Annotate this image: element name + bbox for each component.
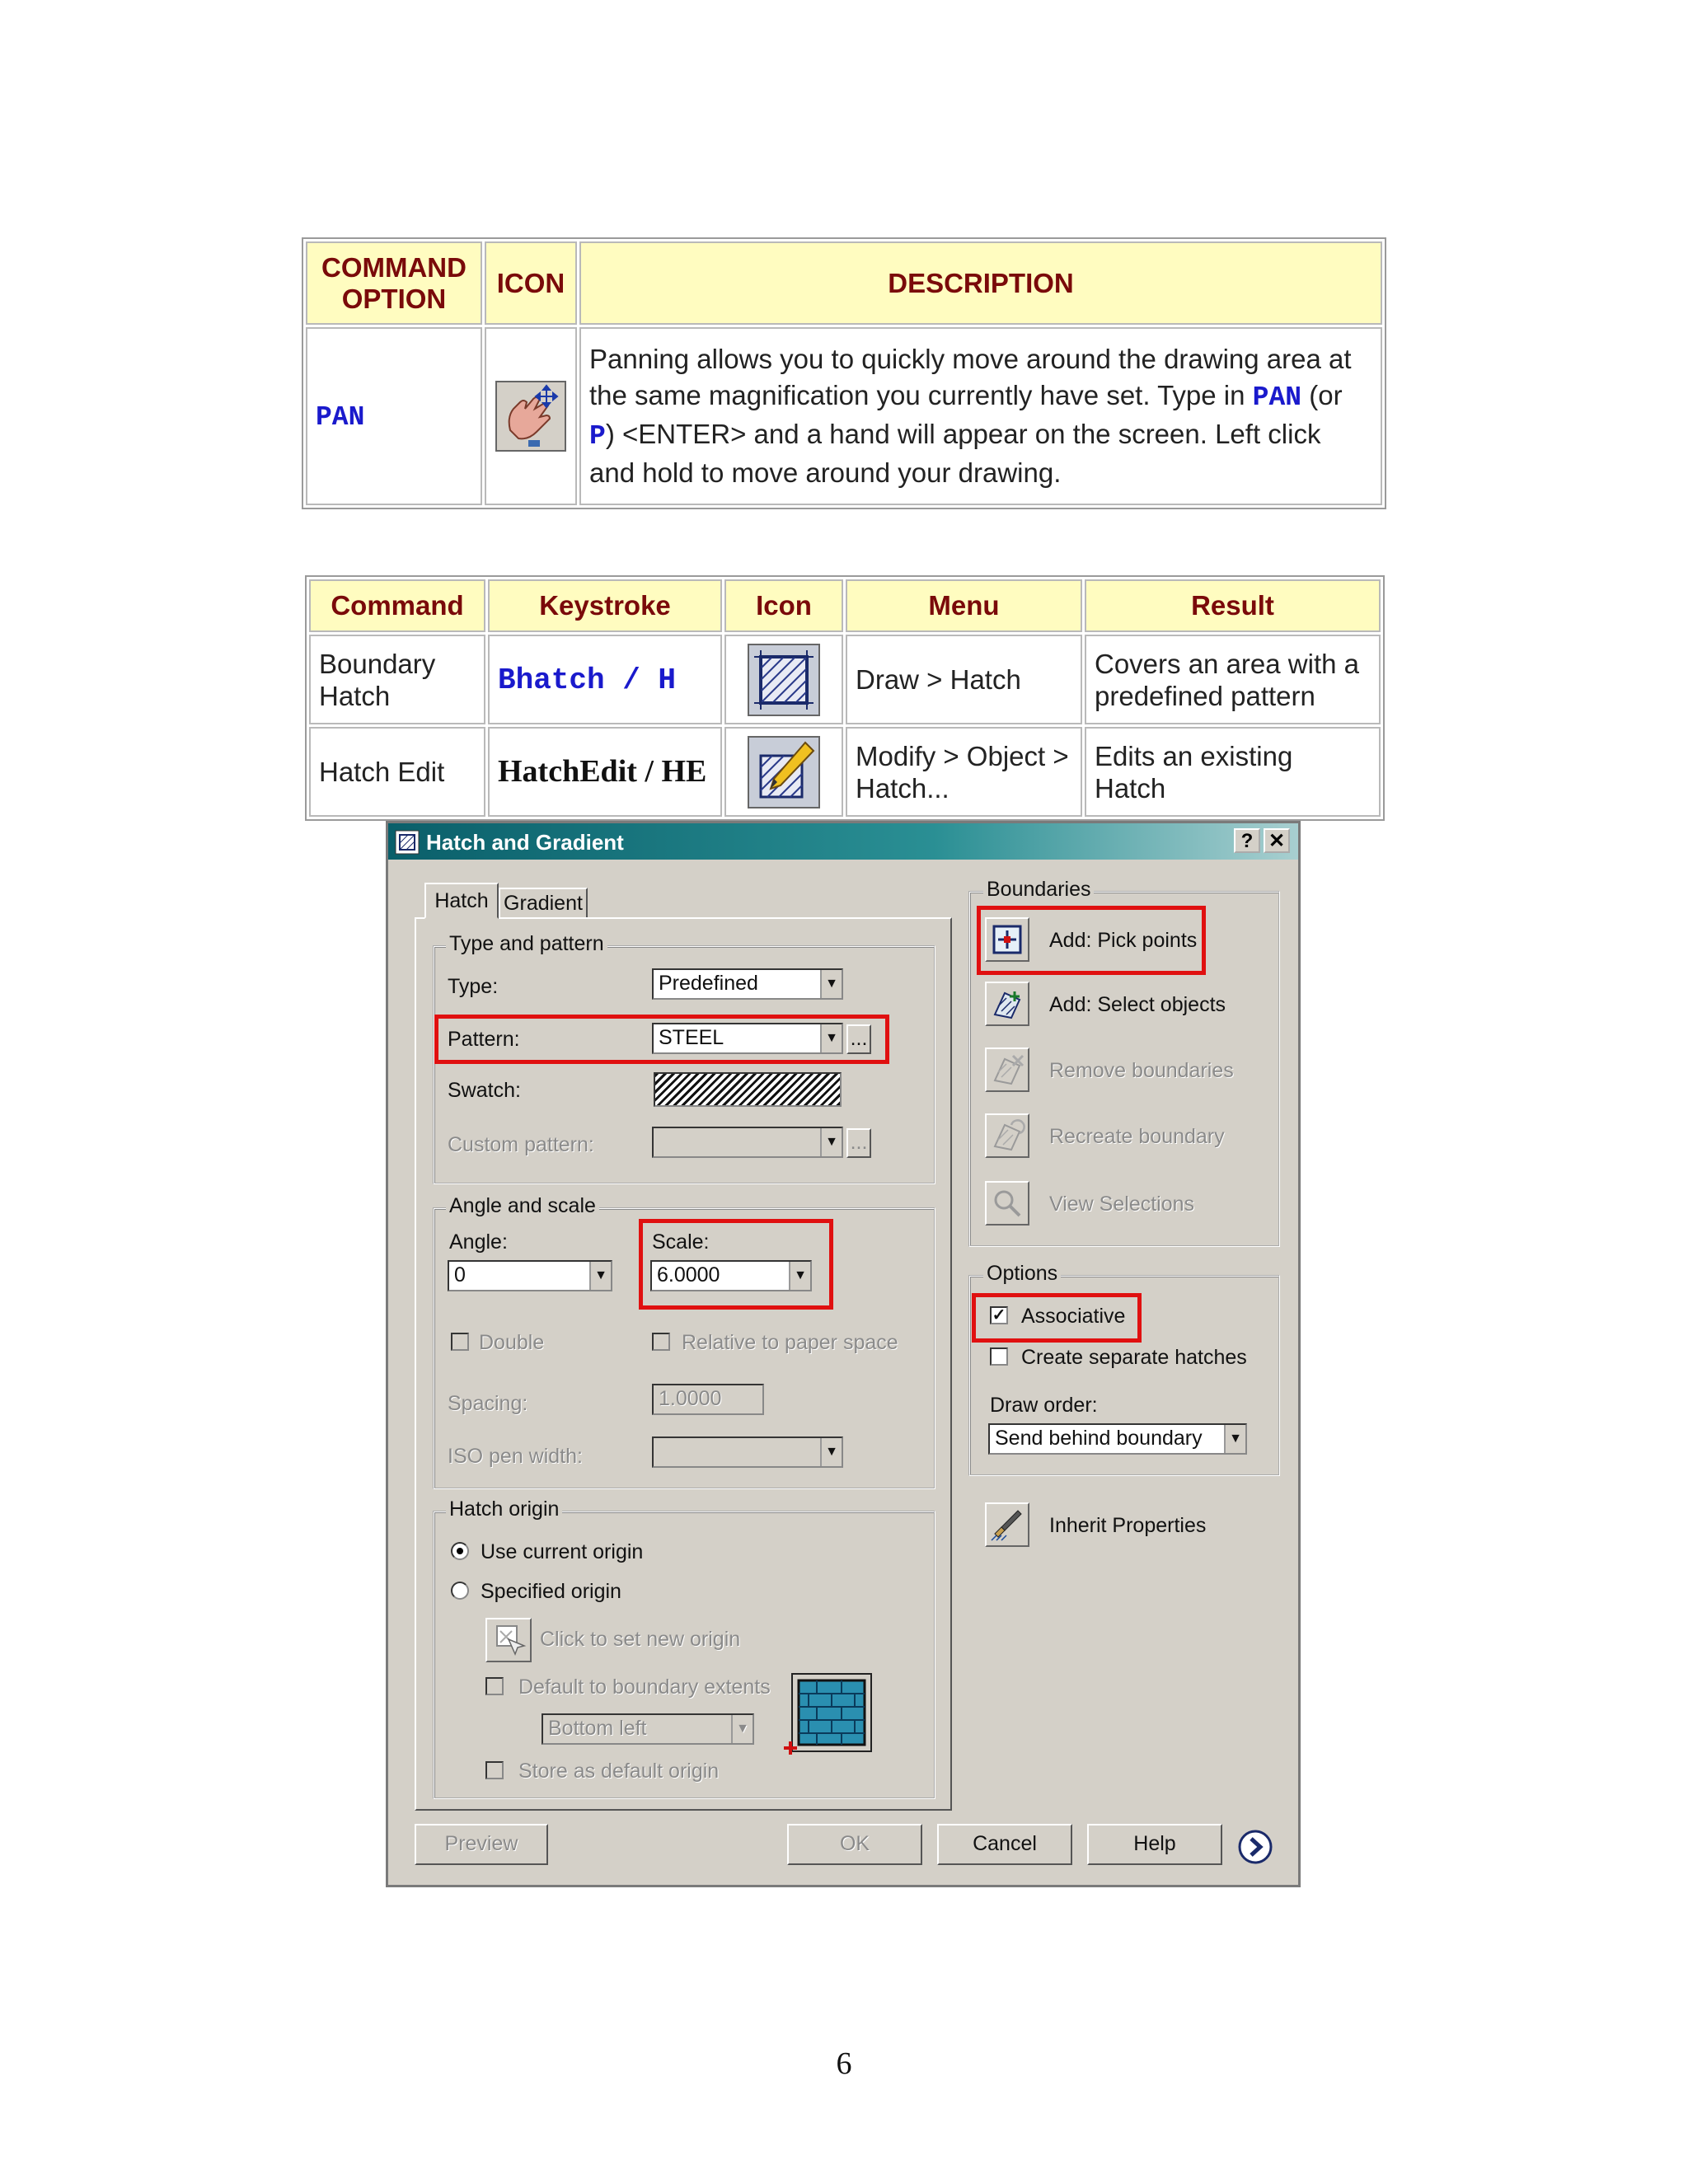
menu-cell: Draw > Hatch: [846, 635, 1082, 724]
type-value: Predefined: [659, 972, 758, 995]
add-pick-points-button[interactable]: [985, 917, 1029, 962]
chevron-down-icon: ▼: [820, 970, 842, 998]
associative-label: Associative: [1021, 1305, 1126, 1328]
desc-code-p: P: [589, 421, 606, 452]
header-icon: ICON: [485, 241, 577, 325]
result-cell: Covers an area with a predefined pattern: [1085, 635, 1381, 724]
remove-boundaries-button[interactable]: [985, 1047, 1029, 1092]
inherit-brush-icon: [987, 1504, 1028, 1545]
cancel-button[interactable]: Cancel: [937, 1824, 1072, 1865]
spacing-input[interactable]: [652, 1384, 764, 1415]
options-label: Options: [983, 1262, 1061, 1286]
table-row: [309, 727, 1381, 817]
view-selections-label[interactable]: View Selections: [1049, 1193, 1195, 1216]
relative-paper-label: Relative to paper space: [682, 1331, 898, 1354]
add-select-objects-label[interactable]: Add: Select objects: [1049, 993, 1226, 1016]
separate-hatches-label: Create separate hatches: [1021, 1346, 1247, 1369]
keystroke-cell: [488, 635, 722, 724]
draw-order-label: Draw order:: [990, 1394, 1098, 1417]
tab-hatch[interactable]: Hatch: [424, 883, 499, 919]
custom-browse-button[interactable]: ...: [846, 1128, 871, 1158]
specified-origin-label: Specified origin: [481, 1580, 621, 1603]
pan-hand-icon: [495, 381, 566, 452]
menu-cell: Modify > Object > Hatch...: [846, 727, 1082, 817]
page-number: 6: [836, 2046, 852, 2081]
spacing-label: Spacing:: [448, 1392, 528, 1415]
use-current-label: Use current origin: [481, 1540, 644, 1563]
desc-part1: Panning allows you to quickly move around the drawing area at the same magnification you currently have set. Type in: [589, 344, 1352, 410]
separate-hatches-checkbox[interactable]: [990, 1347, 1008, 1366]
recreate-boundary-button[interactable]: [985, 1113, 1029, 1158]
pattern-value: STEEL: [659, 1026, 724, 1049]
pattern-label: Pattern:: [448, 1028, 520, 1051]
chevron-down-icon: ▼: [731, 1715, 753, 1743]
angle-label: Angle:: [449, 1230, 508, 1254]
default-extents-checkbox[interactable]: [485, 1677, 504, 1695]
pan-icon-cell: [485, 327, 577, 505]
keystroke: HatchEdit / HE: [498, 754, 707, 789]
origin-position-value: Bottom left: [548, 1717, 647, 1740]
header-line1: COMMAND: [321, 251, 467, 283]
custom-pattern-dropdown[interactable]: [652, 1127, 843, 1158]
type-pattern-label: Type and pattern: [446, 932, 607, 956]
boundary-hatch-icon: [748, 644, 820, 716]
dialog-title: Hatch and Gradient: [426, 830, 624, 855]
header-menu: Menu: [846, 579, 1082, 632]
type-label: Type:: [448, 975, 499, 998]
remove-boundaries-icon: [987, 1049, 1028, 1090]
type-dropdown[interactable]: [652, 968, 843, 1000]
scale-label: Scale:: [652, 1230, 710, 1254]
header-command: Command: [309, 579, 485, 632]
title-bar: [388, 823, 1298, 860]
swatch-label: Swatch:: [448, 1079, 521, 1102]
chevron-down-icon: ▼: [820, 1024, 842, 1052]
more-options-icon[interactable]: [1237, 1829, 1273, 1865]
pattern-browse-button[interactable]: ...: [846, 1024, 871, 1054]
associative-checkbox[interactable]: ✓: [990, 1306, 1008, 1324]
set-origin-button[interactable]: [485, 1618, 532, 1662]
pan-command: PAN: [316, 402, 365, 433]
chevron-down-icon: ▼: [820, 1438, 842, 1466]
set-origin-icon: [487, 1619, 530, 1661]
desc-part2: (or: [1301, 380, 1343, 410]
pan-command-cell: [306, 327, 482, 505]
icon-cell: [724, 635, 843, 724]
recreate-boundary-icon: [987, 1115, 1028, 1156]
scale-value: 6.0000: [657, 1263, 720, 1286]
ok-button[interactable]: OK: [787, 1824, 922, 1865]
pattern-dropdown[interactable]: [652, 1023, 843, 1054]
keystroke-cell: [488, 727, 722, 817]
select-objects-icon: [987, 983, 1028, 1024]
swatch-preview[interactable]: [654, 1072, 842, 1107]
command-cell: Boundary Hatch: [309, 635, 485, 724]
double-label: Double: [479, 1331, 545, 1354]
angle-scale-label: Angle and scale: [446, 1194, 599, 1218]
close-button[interactable]: ✕: [1264, 828, 1290, 853]
boundaries-label: Boundaries: [983, 878, 1094, 902]
specified-origin-radio[interactable]: [451, 1582, 469, 1600]
pan-command-table: [302, 237, 1386, 509]
draw-order-dropdown[interactable]: [988, 1423, 1247, 1455]
header-command-option: [306, 241, 482, 325]
use-current-radio[interactable]: [451, 1542, 469, 1560]
magnifier-icon: [987, 1183, 1028, 1224]
result-cell: Edits an existing Hatch: [1085, 727, 1381, 817]
angle-dropdown[interactable]: [448, 1260, 612, 1291]
chevron-down-icon: ▼: [1224, 1425, 1245, 1453]
hatch-app-icon: [395, 830, 420, 855]
help-title-button[interactable]: ?: [1234, 828, 1260, 853]
hatch-command-table: [305, 575, 1385, 821]
origin-position-dropdown[interactable]: [542, 1713, 754, 1745]
header-line2: OPTION: [341, 283, 447, 314]
angle-value: 0: [454, 1263, 466, 1286]
header-keystroke: Keystroke: [488, 579, 722, 632]
header-icon: Icon: [724, 579, 843, 632]
inherit-properties-label[interactable]: Inherit Properties: [1049, 1514, 1207, 1537]
pan-description: [579, 327, 1382, 505]
header-result: Result: [1085, 579, 1381, 632]
tab-gradient[interactable]: Gradient: [499, 888, 588, 919]
pick-points-icon: [987, 919, 1028, 960]
chevron-down-icon: ▼: [789, 1262, 810, 1290]
desc-part3: ) <ENTER> and a hand will appear on the screen. Left click and hold to move around your drawing.: [589, 419, 1321, 488]
icon-cell: [724, 727, 843, 817]
custom-pattern-label: Custom pattern:: [448, 1133, 594, 1156]
desc-code-pan: PAN: [1252, 382, 1302, 413]
chevron-down-icon: ▼: [589, 1262, 611, 1290]
scale-dropdown[interactable]: [650, 1260, 812, 1291]
relative-paper-checkbox[interactable]: [652, 1333, 670, 1351]
draw-order-value: Send behind boundary: [995, 1427, 1203, 1450]
set-origin-label: Click to set new origin: [540, 1628, 741, 1651]
default-extents-label: Default to boundary extents: [518, 1675, 771, 1699]
double-checkbox[interactable]: [451, 1333, 469, 1351]
spacing-value: 1.0000: [659, 1387, 722, 1410]
iso-pen-dropdown[interactable]: [652, 1436, 843, 1468]
hatch-origin-label: Hatch origin: [446, 1497, 562, 1521]
preview-button[interactable]: Preview: [415, 1824, 548, 1865]
add-select-objects-button[interactable]: [985, 982, 1029, 1026]
help-button[interactable]: Help: [1087, 1824, 1222, 1865]
hatch-gradient-dialog: [386, 821, 1301, 1887]
origin-preview-icon: [784, 1669, 876, 1755]
table-row: [309, 635, 1381, 724]
hatch-edit-icon: [748, 736, 820, 808]
header-description: DESCRIPTION: [579, 241, 1382, 325]
inherit-properties-button[interactable]: [985, 1502, 1029, 1547]
view-selections-button[interactable]: [985, 1181, 1029, 1226]
command-cell: Hatch Edit: [309, 727, 485, 817]
store-default-label: Store as default origin: [518, 1760, 720, 1783]
store-default-checkbox[interactable]: [485, 1761, 504, 1779]
chevron-down-icon: ▼: [820, 1128, 842, 1156]
keystroke: Bhatch / H: [498, 663, 677, 697]
iso-pen-label: ISO pen width:: [448, 1445, 583, 1468]
add-pick-points-label[interactable]: Add: Pick points: [1049, 929, 1198, 952]
remove-boundaries-label[interactable]: Remove boundaries: [1049, 1059, 1234, 1082]
recreate-boundary-label[interactable]: Recreate boundary: [1049, 1125, 1225, 1148]
